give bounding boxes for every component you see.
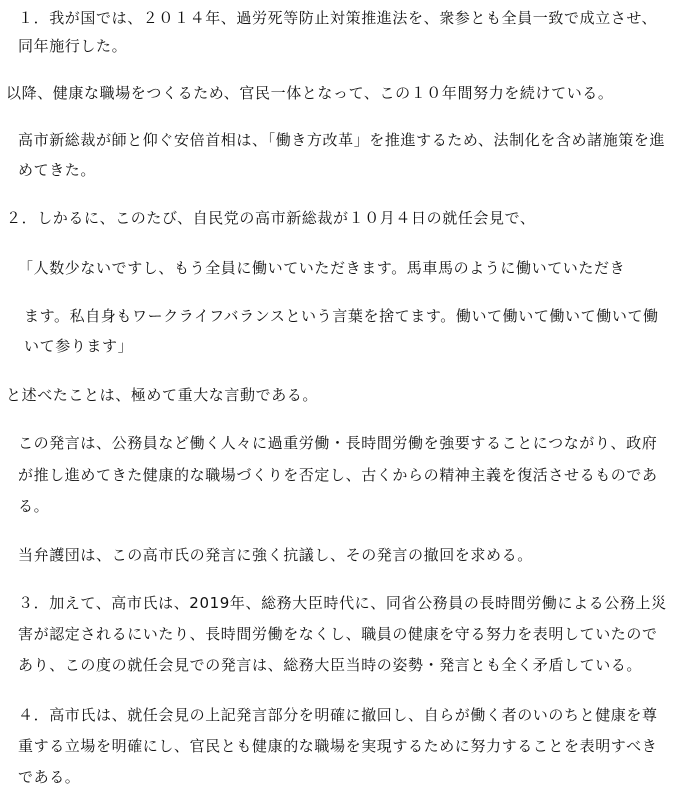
paragraph-4-line-3: である。	[18, 768, 81, 786]
paragraph-1c-line-2: めてきた。	[18, 161, 97, 179]
quote-line-3: いて参ります」	[24, 337, 134, 355]
quote-line-2: ます。私自身もワークライフバランスという言葉を捨てます。働いて働いて働いて働いて働	[24, 307, 659, 325]
paragraph-3-line-2: 害が認定されるにいたり、長時間労働をなくし、職員の健康を守る努力を表明していたので	[18, 625, 658, 643]
paragraph-1b-line-1: 以降、健康な職場をつくるため、官民一体となって、この１０年間努力を続けている。	[6, 84, 614, 102]
paragraph-3-line-3: あり、この度の就任会見での発言は、総務大臣当時の姿勢・発言とも全く矛盾している。	[18, 656, 643, 674]
paragraph-4-line-2: 重する立場を明確にし、官民とも健康的な職場を実現するために努力することを表明すべき	[18, 737, 658, 755]
paragraph-1-line-1: １．我が国では、２０１４年、過労死等防止対策推進法を、衆参とも全員一致で成立させ、	[18, 9, 658, 27]
paragraph-4-line-1: ４．高市氏は、就任会見の上記発言部分を明確に撤回し、自らが働く者のいのちと健康を尊	[18, 706, 658, 724]
paragraph-1-line-2: 同年施行した。	[18, 37, 128, 55]
paragraph-2c-line-3: る。	[18, 497, 50, 515]
paragraph-2-line-1: ２．しかるに、このたび、自民党の高市新総裁が１０月４日の就任会見で、	[6, 209, 536, 227]
paragraph-2b-line-1: と述べたことは、極めて重大な言動である。	[6, 386, 319, 404]
paragraph-1c-line-1: 高市新総裁が師と仰ぐ安倍首相は、「働き方改革」を推進するため、法制化を含め諸施策を進	[18, 131, 666, 149]
paragraph-2d-line-1: 当弁護団は、この高市氏の発言に強く抗議し、その発言の撤回を求める。	[18, 546, 533, 564]
paragraph-2c-line-1: この発言は、公務員など働く人々に過重労働・長時間労働を強要することにつながり、政府	[18, 434, 658, 452]
paragraph-3-line-1: ３．加えて、高市氏は、2019年、総務大臣時代に、同省公務員の長時間労働による公務上災	[18, 594, 667, 612]
quote-line-1: 「人数少ないですし、もう全員に働いていただきます。馬車馬のように働いていただき	[18, 259, 626, 277]
paragraph-2c-line-2: が推し進めてきた健康的な職場づくりを否定し、古くからの精神主義を復活させるものであ	[18, 466, 658, 484]
